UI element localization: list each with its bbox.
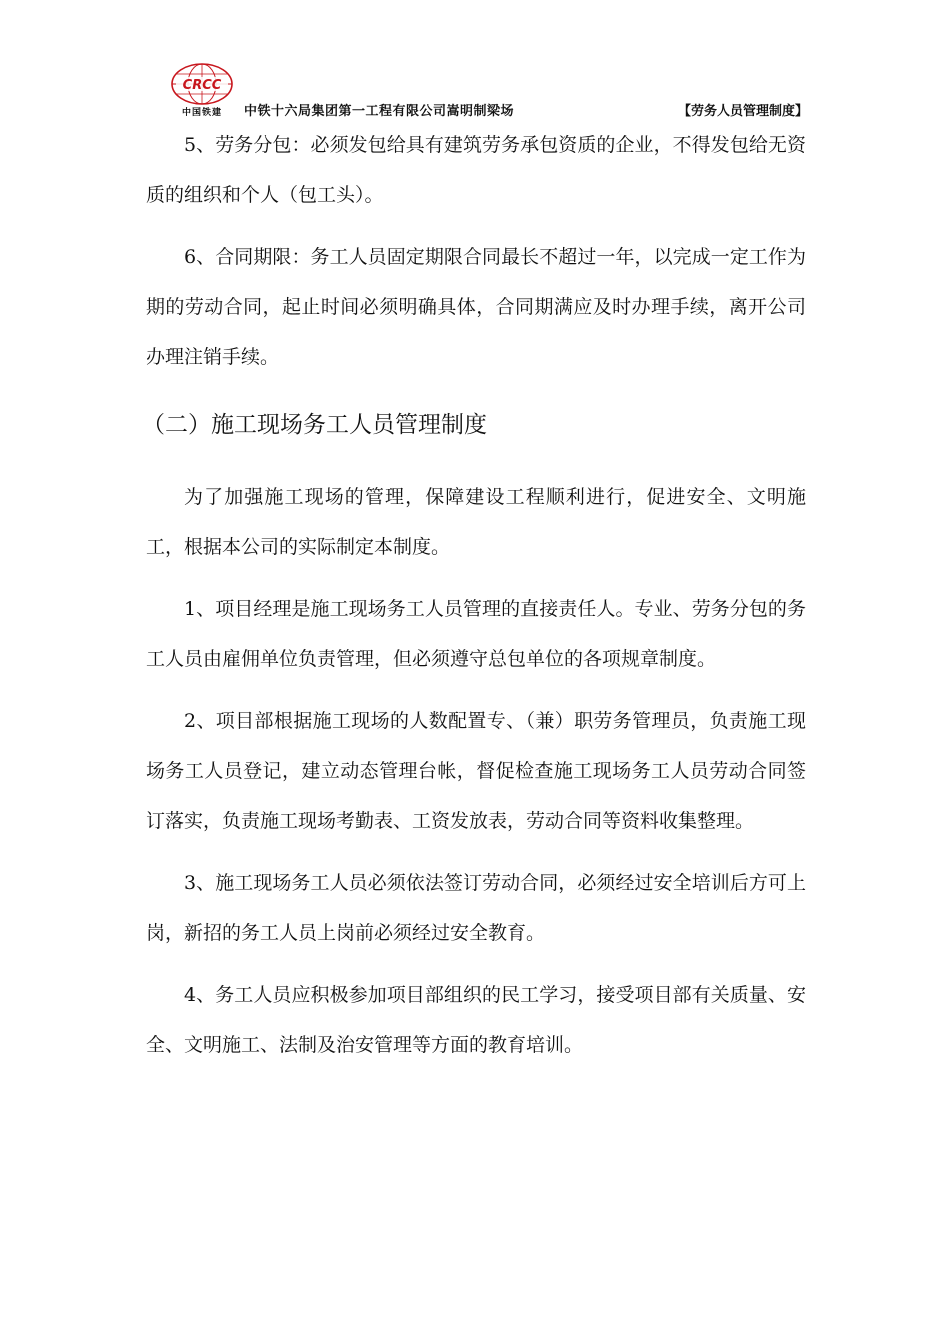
paragraph-contract-term: 6、合同期限：务工人员固定期限合同最长不超过一年，以完成一定工作为期的劳动合同，起止时间必须明确具体，合同期满应及时办理手续，离开公司办理注销手续。 [146, 246, 806, 368]
section-heading: （二）施工现场务工人员管理制度 [142, 412, 487, 438]
crcc-logo [168, 62, 238, 118]
organization-name: 中铁十六局集团第一工程有限公司嵩明制梁场 [244, 104, 515, 119]
paragraph-item-2: 2、项目部根据施工现场的人数配置专、（兼）职劳务管理员，负责施工现场务工人员登记，建立动态管理台帐，督促检查施工现场务工人员劳动合同签订落实，负责施工现场考勤表、工资发放表，劳动合同等资料收集整理。 [146, 710, 806, 832]
globe-logo-icon [168, 62, 238, 118]
svg-text:CRCC: CRCC [182, 78, 222, 93]
document-body [142, 120, 806, 1070]
paragraph-item-1: 1、项目经理是施工现场务工人员管理的直接责任人。专业、劳务分包的务工人员由雇佣单位负责管理，但必须遵守总包单位的各项规章制度。 [146, 598, 806, 670]
document-tag: 【劳务人员管理制度】 [677, 104, 808, 119]
svg-text:中国铁建: 中国铁建 [181, 108, 223, 118]
paragraph-item-4: 4、务工人员应积极参加项目部组织的民工学习，接受项目部有关质量、安全、文明施工、法制及治安管理等方面的教育培训。 [146, 984, 806, 1056]
page-header [168, 62, 808, 120]
paragraph-labor-subcontract: 5、劳务分包：必须发包给具有建筑劳务承包资质的企业，不得发包给无资质的组织和个人（包工头）。 [146, 134, 806, 206]
paragraph-intro: 为了加强施工现场的管理，保障建设工程顺利进行，促进安全、文明施工，根据本公司的实际制定本制度。 [146, 486, 806, 558]
paragraph-item-3: 3、施工现场务工人员必须依法签订劳动合同，必须经过安全培训后方可上岗，新招的务工人员上岗前必须经过安全教育。 [146, 872, 806, 944]
